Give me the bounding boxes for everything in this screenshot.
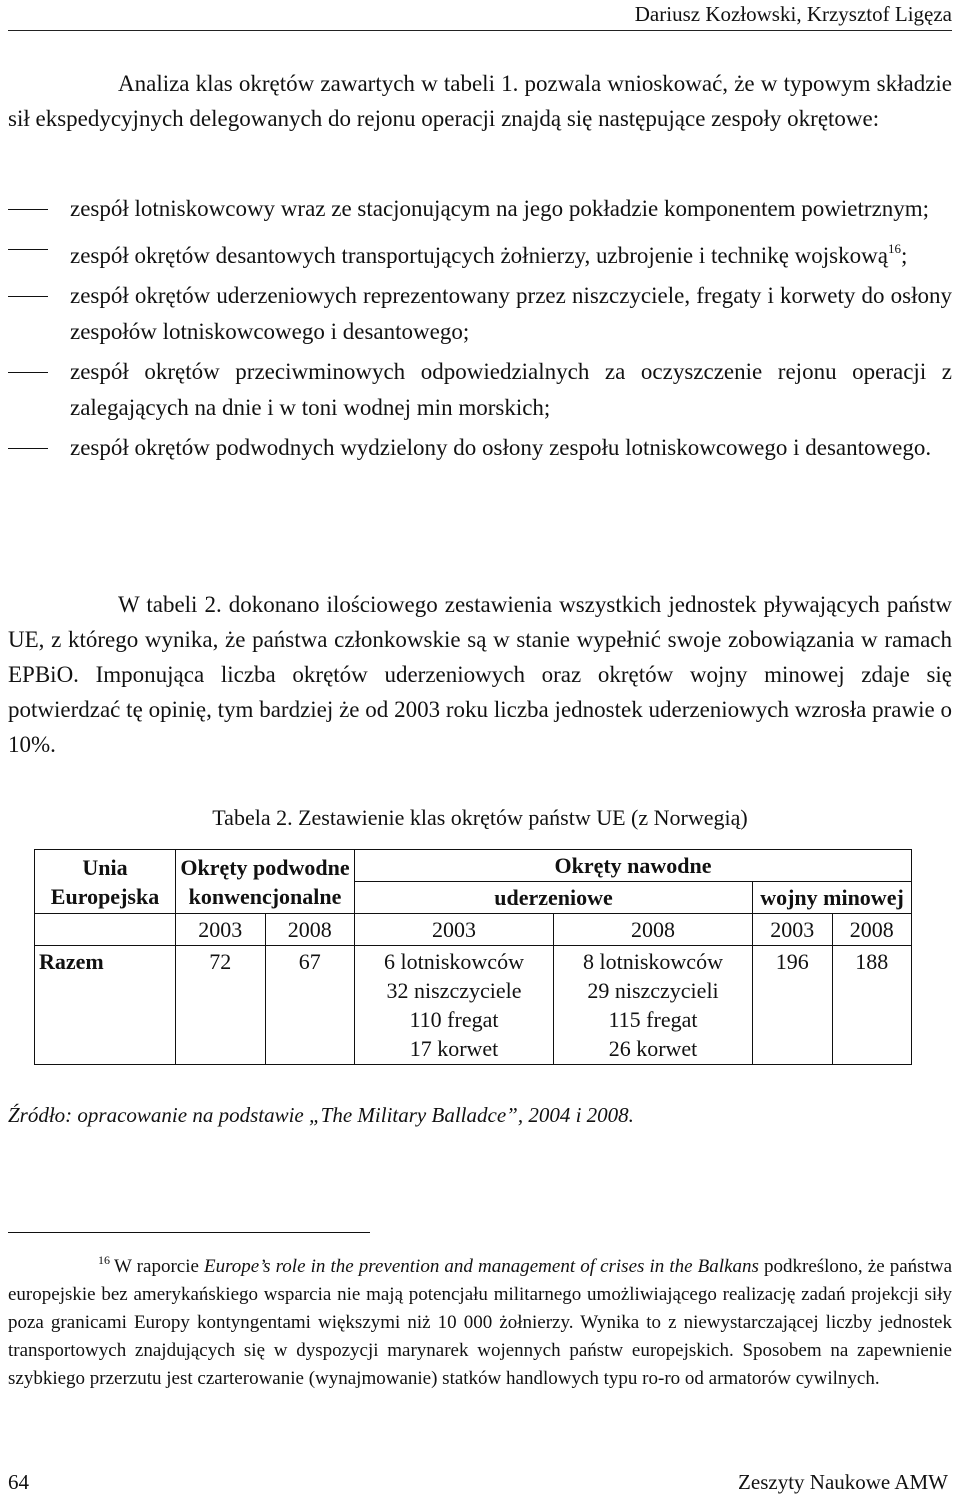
ship-group-list	[8, 191, 952, 470]
header-eu: Unia Europejska	[35, 850, 176, 914]
year-cell: 2003	[753, 914, 833, 946]
header-surface-ships: Okręty nawodne	[355, 850, 912, 882]
strike-2003-line: 17 korwet	[409, 1036, 499, 1061]
strike-2003-line: 32 niszczyciele	[386, 978, 522, 1003]
strike-2008-line: 26 korwet	[608, 1036, 698, 1061]
dash-marker	[8, 296, 48, 297]
mine-2003: 196	[753, 946, 833, 1065]
footnote-rule	[8, 1232, 370, 1233]
body-paragraph-2: W tabeli 2. dokonano ilościowego zestawienia wszystkich jednostek pływających państw UE, z którego wynika, że państwa członkowskie są w stanie wypełnić swoje zobowiązania w ramach EPBiO. Imponująca liczba okrętów uderzeniowych oraz okrętów wojny minowej zdaje się potwierdzać tę opinię, tym bardziej że od 2003 roku liczba jednostek uderzeniowych wzrosła prawie o 10%.	[8, 592, 952, 757]
year-cell: 2008	[554, 914, 753, 946]
footnote-lead: W raporcie	[114, 1256, 205, 1277]
page-number: 64	[8, 1470, 29, 1494]
header-mine-warfare: wojny minowej	[753, 882, 912, 914]
intro-paragraph: Analiza klas okrętów zawartych w tabeli 1. pozwala wnioskować, że w typowym składzie sił ekspedycyjnych delegowanych do rejonu operacji znajdą się następujące zespoły okrętowe:	[8, 71, 952, 131]
table-years-row	[35, 914, 912, 946]
list-item	[8, 191, 952, 227]
header-strike: uderzeniowe	[355, 882, 753, 914]
dash-marker	[8, 209, 48, 210]
list-item-text: zespół lotniskowcowy wraz ze stacjonującym na jego pokładzie komponentem powietrznym;	[70, 196, 930, 221]
table-caption: Tabela 2. Zestawienie klas okrętów państw UE (z Norwegią)	[212, 805, 748, 830]
footnote-16	[8, 1246, 952, 1393]
list-item	[8, 430, 952, 466]
footnote-number: 16	[98, 1253, 110, 1267]
strike-2008-line: 29 niszczycieli	[587, 978, 719, 1003]
footnote-reference[interactable]: 16	[887, 241, 901, 256]
submarines-2008: 67	[265, 946, 355, 1065]
table-source: Źródło: opracowanie na podstawie „The Military Balladce”, 2004 i 2008.	[8, 1103, 634, 1127]
strike-2008	[554, 946, 753, 1065]
row-label-total: Razem	[35, 946, 176, 1065]
dash-marker	[8, 448, 48, 449]
header-rule	[8, 30, 952, 31]
footnote-text: podkreślono, że państwa europejskie bez amerykańskiego wsparcia nie mają potencjału militarnego umożliwiającego realizację zadań projekcji siły poza granicami Europy kontyngentami większymi niż 10 000 żołnierzy. Wynika to z niewystarczającej liczby jednostek transportowych znajdujących się w dyspozycji marynarek wojennych państw europejskich. Sposobem na zapewnienie szybkiego przerzutu jest czarterowanie (wynajmowanie) statków handlowych typu ro-ro od armatorów cywilnych.	[8, 1256, 952, 1389]
empty-cell	[35, 914, 176, 946]
list-item	[8, 354, 952, 426]
footnote-report-title: Europe’s role in the prevention and management of crises in the Balkans	[204, 1256, 759, 1277]
list-item-text: zespół okrętów podwodnych wydzielony do osłony zespołu lotniskowcowego i desantowego.	[70, 435, 932, 460]
strike-2003-line: 6 lotniskowców	[384, 949, 524, 974]
year-cell: 2008	[265, 914, 355, 946]
table-header-row	[35, 850, 912, 882]
strike-2003	[355, 946, 554, 1065]
list-item-text: zespół okrętów uderzeniowych reprezentowany przez niszczyciele, fregaty i korwety do osłony zespołów lotniskowcowego i desantowego;	[70, 283, 952, 344]
strike-2008-line: 115 fregat	[608, 1007, 698, 1032]
year-cell: 2003	[176, 914, 266, 946]
strike-2008-line: 8 lotniskowców	[583, 949, 723, 974]
dash-marker	[8, 249, 48, 250]
table-row	[35, 946, 912, 1065]
strike-2003-line: 110 fregat	[409, 1007, 499, 1032]
year-cell: 2003	[355, 914, 554, 946]
fleet-table	[34, 849, 912, 1065]
year-cell: 2008	[832, 914, 912, 946]
list-item-text: zespół okrętów desantowych transportujących żołnierzy, uzbrojenie i technikę wojskową	[70, 243, 888, 268]
list-item	[8, 231, 952, 274]
journal-name: Zeszyty Naukowe AMW	[738, 1470, 948, 1494]
running-header-authors: Dariusz Kozłowski, Krzysztof Ligęza	[634, 2, 952, 26]
list-item	[8, 278, 952, 350]
mine-2008: 188	[832, 946, 912, 1065]
list-item-tail: ;	[900, 243, 908, 268]
submarines-2003: 72	[176, 946, 266, 1065]
list-item-text: zespół okrętów przeciwminowych odpowiedzialnych za oczyszczenie rejonu operacji z zalegających na dnie i w toni wodnej min morskich;	[70, 359, 952, 420]
dash-marker	[8, 372, 48, 373]
header-submarines: Okręty podwodne konwencjonalne	[176, 850, 355, 914]
